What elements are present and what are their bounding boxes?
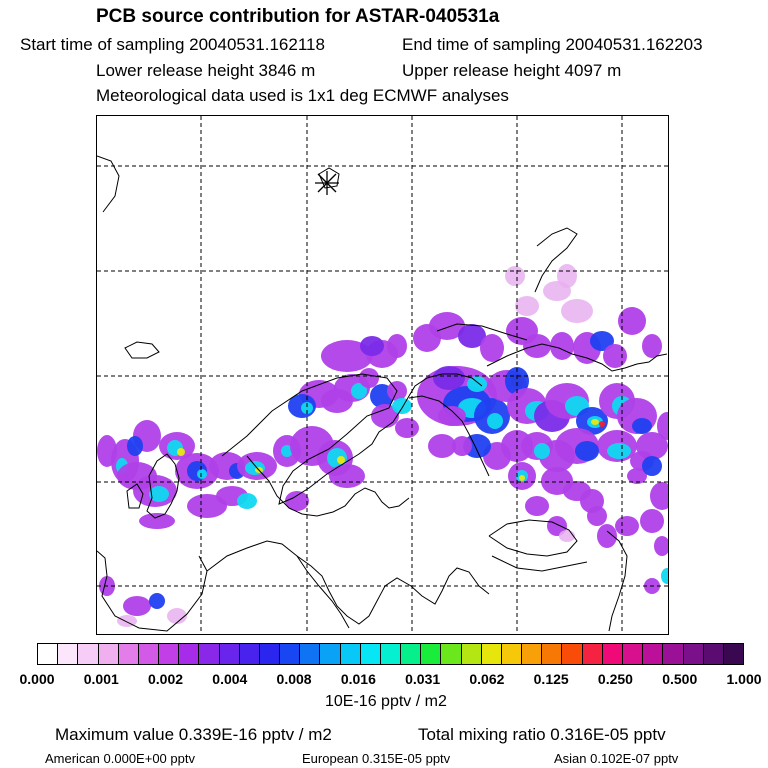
plume-blob	[632, 418, 652, 434]
colorbar-tick-label: 1.000	[726, 671, 762, 687]
colorbar-tick-label: 0.500	[662, 671, 698, 687]
map-panel	[96, 115, 669, 635]
mediterranean-coast	[207, 541, 489, 624]
colorbar-swatch	[341, 644, 361, 664]
map-title: PCB source contribution for ASTAR-040531a	[96, 6, 500, 27]
plume-blob	[575, 441, 599, 461]
colorbar-swatch	[179, 644, 199, 664]
plume-blob	[433, 366, 465, 390]
plume-blob	[337, 456, 345, 464]
plume-blob	[149, 593, 165, 609]
colorbar-tick-label: 0.001	[83, 671, 119, 687]
colorbar-swatch	[462, 644, 482, 664]
plume-blob	[123, 596, 151, 616]
plume-blob	[650, 482, 669, 510]
plume-blob	[591, 419, 599, 425]
plume-blob	[642, 334, 662, 358]
plume-blob	[329, 464, 365, 488]
plume-blob	[149, 486, 169, 502]
plume-blob	[534, 443, 550, 459]
colorbar-swatch	[220, 644, 240, 664]
colorbar-tick-label: 0.031	[405, 671, 441, 687]
plume-blob	[127, 436, 143, 456]
plume-blob	[640, 509, 664, 533]
plume-blob	[615, 516, 639, 536]
colorbar-swatch	[38, 644, 58, 664]
colorbar-swatch	[119, 644, 139, 664]
plume-blob	[487, 413, 503, 429]
plume-blob	[197, 469, 207, 479]
colorbar-tick-label: 0.250	[597, 671, 633, 687]
asterisk-receptor-icon	[315, 171, 339, 195]
plume-blob	[480, 334, 504, 362]
turkey-coast	[492, 556, 587, 571]
colorbar-swatch	[361, 644, 381, 664]
colorbar-tick-label: 0.062	[469, 671, 505, 687]
colorbar-swatch	[58, 644, 78, 664]
plume-blob	[661, 568, 669, 584]
lat-lon-grid	[97, 116, 669, 635]
colorbar-swatch	[603, 644, 623, 664]
plume-blob	[177, 448, 185, 456]
end-time-label: End time of sampling 20040531.162203	[402, 35, 703, 54]
colorbar-swatch	[583, 644, 603, 664]
lower-height-label: Lower release height 3846 m	[96, 61, 316, 80]
plume-field	[97, 264, 669, 627]
maximum-value: Maximum value 0.339E-16 pptv / m2	[55, 725, 332, 744]
plume-blob	[559, 530, 575, 542]
colorbar-swatch	[724, 644, 743, 664]
colorbar	[37, 643, 744, 665]
colorbar-swatch	[623, 644, 643, 664]
european-contribution: European 0.315E-05 pptv	[302, 751, 451, 766]
plume-blob	[360, 336, 384, 356]
plume-blob	[237, 493, 257, 509]
plume-blob	[642, 456, 662, 476]
plume-blob	[97, 435, 117, 467]
plume-blob	[519, 475, 525, 481]
colorbar-swatch	[684, 644, 704, 664]
colorbar-swatch	[562, 644, 582, 664]
plume-blob	[561, 299, 593, 323]
colorbar-swatch	[300, 644, 320, 664]
met-data-label: Meteorological data used is 1x1 deg ECMWF analyses	[96, 86, 509, 105]
colorbar-swatch	[320, 644, 340, 664]
colorbar-swatch	[280, 644, 300, 664]
plume-blob	[392, 398, 412, 414]
colorbar-swatch	[159, 644, 179, 664]
map-canvas	[97, 116, 669, 635]
colorbar-tick-label: 0.002	[148, 671, 184, 687]
colorbar-tick-label: 0.000	[19, 671, 55, 687]
colorbar-tick-label: 0.008	[276, 671, 312, 687]
plume-blob	[467, 376, 487, 392]
colorbar-swatch	[421, 644, 441, 664]
colorbar-swatch	[240, 644, 260, 664]
colorbar-swatch	[522, 644, 542, 664]
colorbar-swatch	[643, 644, 663, 664]
plume-blob	[523, 334, 551, 358]
colorbar-swatch	[401, 644, 421, 664]
colorbar-tick-label: 0.004	[212, 671, 248, 687]
colorbar-swatch	[260, 644, 280, 664]
plume-blob	[557, 264, 577, 288]
plume-blob	[438, 406, 466, 426]
plume-blob	[607, 443, 631, 459]
plume-blob	[597, 524, 617, 548]
colorbar-tick-label: 0.125	[533, 671, 569, 687]
start-time-label: Start time of sampling 20040531.162118	[20, 35, 325, 54]
greenland-coast	[97, 156, 119, 212]
colorbar-swatch	[441, 644, 461, 664]
plume-blob	[587, 506, 607, 526]
american-contribution: American 0.000E+00 pptv	[45, 751, 195, 766]
plume-blob	[599, 421, 605, 427]
colorbar-swatch	[542, 644, 562, 664]
colorbar-swatch	[704, 644, 724, 664]
plume-blob	[603, 344, 627, 368]
asian-contribution: Asian 0.102E-07 pptv	[554, 751, 679, 766]
colorbar-swatch	[78, 644, 98, 664]
colorbar-swatch	[381, 644, 401, 664]
upper-height-label: Upper release height 4097 m	[402, 61, 622, 80]
plume-blob	[387, 334, 407, 358]
plume-blob	[525, 496, 549, 516]
plume-blob	[428, 434, 456, 458]
colorbar-tick-label: 0.016	[340, 671, 376, 687]
plume-blob	[359, 368, 379, 388]
iceland-coast	[125, 342, 159, 358]
colorbar-swatch	[482, 644, 502, 664]
colorbar-unit: 10E-16 pptv / m2	[325, 693, 447, 710]
plume-blob	[654, 536, 669, 556]
colorbar-swatch	[663, 644, 683, 664]
colorbar-swatch	[199, 644, 219, 664]
colorbar-swatch	[99, 644, 119, 664]
colorbar-swatch	[139, 644, 159, 664]
plume-blob	[550, 332, 574, 360]
colorbar-swatch	[502, 644, 522, 664]
italy-coast	[297, 556, 349, 628]
plume-blob	[139, 513, 175, 529]
total-mixing-ratio: Total mixing ratio 0.316E-05 pptv	[418, 725, 666, 744]
plume-blob	[395, 418, 419, 438]
plume-blob	[515, 296, 539, 316]
plume-blob	[505, 266, 525, 286]
